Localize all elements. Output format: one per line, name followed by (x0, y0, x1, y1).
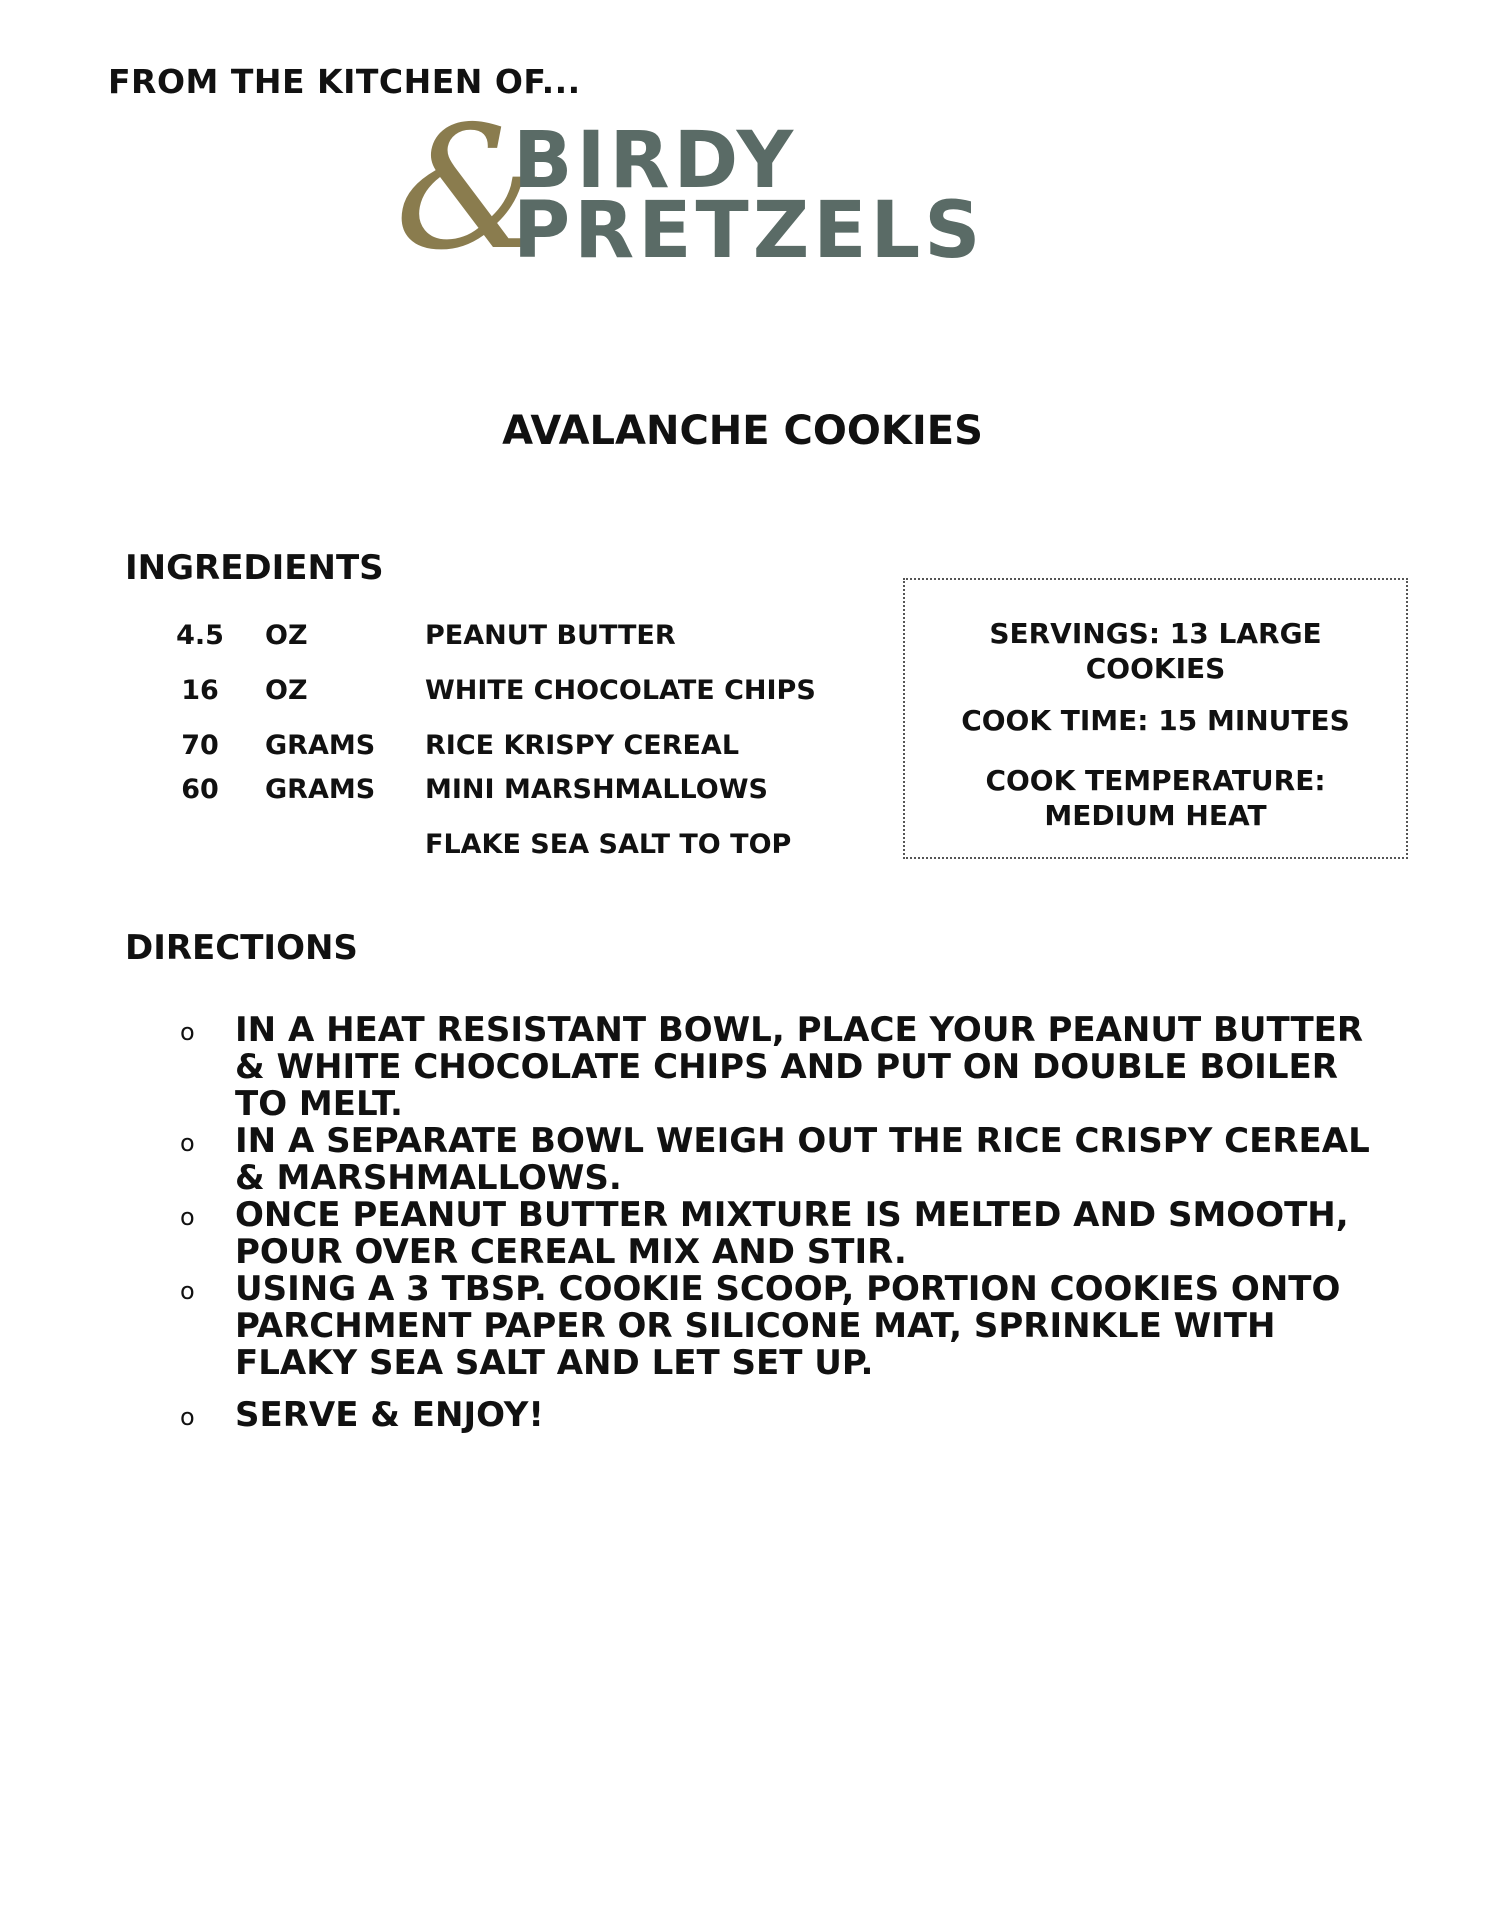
direction-step (180, 1397, 1380, 1434)
ingredient-unit: GRAMS (265, 774, 376, 805)
bullet-icon: o (180, 1403, 195, 1431)
directions-list (180, 1012, 1380, 1434)
ingredient-row (140, 724, 825, 768)
ingredient-name: RICE KRISPY CEREAL (425, 730, 740, 761)
direction-step (180, 1123, 1380, 1197)
bullet-icon: o (180, 1203, 195, 1231)
ingredients-table (140, 614, 825, 878)
ingredient-unit (260, 812, 425, 878)
bullet-icon: o (180, 1277, 195, 1305)
ingredient-unit: GRAMS (265, 730, 376, 761)
ingredient-qty: 4.5 (176, 620, 224, 651)
ingredient-unit: OZ (265, 620, 308, 651)
bullet-icon: o (180, 1018, 195, 1046)
recipe-title: AVALANCHE COOKIES (502, 408, 983, 454)
ingredient-qty (140, 812, 260, 878)
bullet-icon: o (180, 1129, 195, 1157)
kitchen-heading: FROM THE KITCHEN OF... (108, 62, 581, 101)
logo-word-pretzels: PRETZELS (513, 186, 985, 276)
ingredient-row (140, 658, 825, 724)
ingredient-name: PEANUT BUTTER (425, 620, 676, 651)
logo-ampersand: & (395, 90, 547, 288)
ingredient-unit: OZ (265, 675, 308, 706)
ingredient-name: FLAKE SEA SALT TO TOP (425, 829, 792, 860)
direction-step (180, 1197, 1380, 1271)
direction-text: USING A 3 TBSP. COOKIE SCOOP, PORTION COOKIES ONTO PARCHMENT PAPER OR SILICONE MAT, SPRINKLE WITH FLAKY SEA SALT AND LET SET UP. (235, 1269, 1341, 1383)
ingredient-row (140, 812, 825, 878)
ingredient-qty: 16 (181, 675, 219, 706)
recipe-info-box (903, 578, 1408, 859)
servings-text: SERVINGS: 13 LARGE COOKIES (989, 617, 1322, 685)
ingredient-qty: 60 (181, 774, 219, 805)
direction-text: IN A HEAT RESISTANT BOWL, PLACE YOUR PEANUT BUTTER & WHITE CHOCOLATE CHIPS AND PUT ON DOUBLE BOILER TO MELT. (235, 1010, 1364, 1124)
cook-temperature-text: COOK TEMPERATURE: MEDIUM HEAT (985, 764, 1326, 832)
ingredient-row (140, 768, 825, 812)
ingredient-qty: 70 (181, 730, 219, 761)
logo-word-birdy: BIRDY (513, 116, 798, 206)
direction-step (180, 1271, 1380, 1382)
direction-text: ONCE PEANUT BUTTER MIXTURE IS MELTED AND SMOOTH, POUR OVER CEREAL MIX AND STIR. (235, 1195, 1349, 1272)
directions-heading: DIRECTIONS (125, 928, 358, 968)
ingredient-row (140, 614, 825, 658)
direction-text: IN A SEPARATE BOWL WEIGH OUT THE RICE CRISPY CEREAL & MARSHMALLOWS. (235, 1121, 1370, 1198)
ingredient-name: MINI MARSHMALLOWS (425, 774, 768, 805)
ingredient-name: WHITE CHOCOLATE CHIPS (425, 675, 816, 706)
direction-step (180, 1012, 1380, 1123)
cook-time-text: COOK TIME: 15 MINUTES (961, 704, 1350, 737)
ingredients-heading: INGREDIENTS (125, 548, 384, 588)
brand-logo (395, 90, 1075, 288)
direction-text: SERVE & ENJOY! (235, 1395, 544, 1435)
